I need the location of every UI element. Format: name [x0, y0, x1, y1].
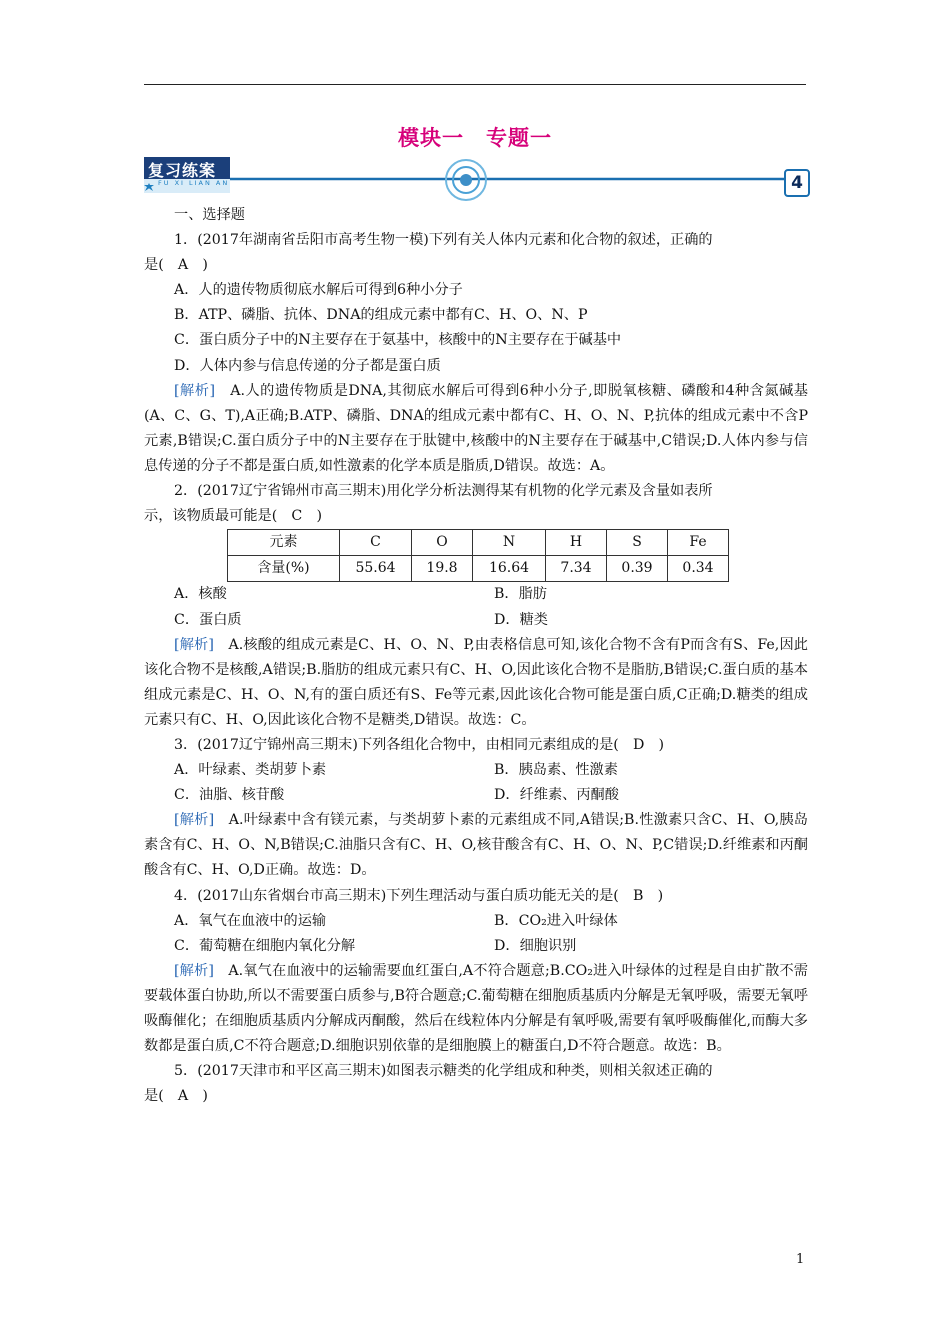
q3-option-d: D．纤维素、丙酮酸: [494, 787, 619, 804]
element-table: [227, 529, 729, 582]
q5-stem-answer: 是( A ): [144, 1088, 208, 1105]
table-cell: H: [546, 530, 607, 556]
q1-analysis-text: A.人的遗传物质是DNA,其彻底水解后可得到6种小分子,即脱氧核糖、磷酸和4种含氮碱基(A、C、G、T),A正确;B.ATP、磷脂、DNA的组成元素中都有C、H、O、N、P,抗体的组成元素中不含P元素,B错误;C.蛋白质分子中的N主要存在于肽键中,核酸中的N主要存在于碱基中,C错误;D.人体内参与信息传递的分子不都是蛋白质,如性激素的化学本质是脂质,D错误。故选：A。: [144, 382, 808, 474]
q4-option-b: B．CO₂进入叶绿体: [494, 912, 618, 929]
table-cell: 7.34: [546, 556, 607, 582]
table-cell: C: [340, 530, 412, 556]
q2-stem-answer: 示，该物质最可能是( C ): [144, 508, 322, 525]
table-cell: Fe: [668, 530, 729, 556]
q4-analysis-text: A.氧气在血液中的运输需要血红蛋白,A不符合题意;B.CO₂进入叶绿体的过程是自由扩散不需要载体蛋白协助,所以不需要蛋白质参与,B符合题意;C.葡萄糖在细胞质基质内分解是无氧呼吸，需要无氧呼吸酶催化；在细胞质基质内分解成丙酮酸，然后在线粒体内分解是有氧呼吸,需要有氧呼吸酶催化,而酶大多数都是蛋白质,C不符合题意;D.细胞识别依靠的是细胞膜上的糖蛋白,D不符合题意。故选：B。: [144, 962, 808, 1055]
analysis-tag: [解析]: [174, 382, 215, 399]
q4-stem: 4．(2017山东省烟台市高三期末)下列生理活动与蛋白质功能无关的是( B ): [174, 887, 664, 904]
q2-options-row2: [144, 608, 808, 633]
q1-option-c: C．蛋白质分子中的N主要存在于氨基中，核酸中的N主要存在于碱基中: [174, 332, 622, 349]
table-cell: 0.34: [668, 556, 729, 582]
q2-analysis: [144, 633, 808, 733]
q2-stem: 2．(2017辽宁省锦州市高三期末)用化学分析法测得某有机物的化学元素及含量如表所: [174, 483, 713, 500]
q1-option-b: B．ATP、磷脂、抗体、DNA的组成元素中都有C、H、O、N、P: [174, 307, 588, 324]
exercise-content: [144, 203, 808, 1109]
q4-options-row1: [144, 909, 808, 934]
header-rule: [144, 84, 806, 85]
banner-label: 复习练案: [148, 161, 217, 180]
q1-option-d: D．人体内参与信息传递的分子都是蛋白质: [174, 357, 441, 374]
q2-option-a: A．核酸: [174, 586, 227, 603]
banner-graphic: [144, 155, 810, 201]
q3-stem: 3．(2017辽宁锦州高三期末)下列各组化合物中，由相同元素组成的是( D ): [174, 736, 665, 753]
banner-number: 4: [784, 169, 810, 197]
table-row: [228, 556, 729, 582]
analysis-tag: [解析]: [174, 962, 214, 979]
q4-option-a: A．氧气在血液中的运输: [174, 912, 327, 929]
table-cell: S: [607, 530, 668, 556]
banner-pinyin: FU XI LIAN AN: [158, 179, 230, 187]
section-banner: [144, 155, 810, 201]
q2-option-b: B．脂肪: [494, 586, 547, 603]
table-cell: 55.64: [340, 556, 412, 582]
q1-stem: 1．(2017年湖南省岳阳市高考生物一模)下列有关人体内元素和化合物的叙述，正确的: [174, 232, 713, 249]
q3-option-c: C．油脂、核苷酸: [174, 787, 285, 804]
analysis-tag: [解析]: [174, 812, 215, 829]
q5-stem: 5．(2017天津市和平区高三期末)如图表示糖类的化学组成和种类，则相关叙述正确的: [174, 1063, 713, 1080]
q1-stem-answer: 是( A ): [144, 257, 208, 274]
q2-options-row1: [144, 582, 808, 607]
table-cell: 元素: [228, 530, 340, 556]
q3-option-b: B．胰岛素、性激素: [494, 762, 618, 779]
q4-options-row2: [144, 934, 808, 959]
q2-option-c: C．蛋白质: [174, 611, 242, 628]
section-heading: 一、选择题: [174, 207, 245, 223]
q3-analysis: [144, 808, 808, 883]
q4-option-d: D．细胞识别: [494, 937, 577, 954]
table-cell: 含量(%): [228, 556, 340, 582]
q2-option-d: D．糖类: [494, 611, 548, 628]
q1-option-a: A．人的遗传物质彻底水解后可得到6种小分子: [174, 282, 463, 299]
table-cell: 19.8: [412, 556, 473, 582]
q3-options-row2: [144, 783, 808, 808]
q2-analysis-text: A.核酸的组成元素是C、H、O、N、P,由表格信息可知,该化合物不含有P而含有S、Fe,因此该化合物不是核酸,A错误;B.脂肪的组成元素只有C、H、O,因此该化合物不是脂肪,B错误;C.蛋白质的基本组成元素是C、H、O、N,有的蛋白质还有S、Fe等元素,因此该化合物可能是蛋白质,C正确;D.糖类的组成元素只有C、H、O,因此该化合物不是糖类,D错误。故选：C。: [144, 636, 808, 728]
table-cell: O: [412, 530, 473, 556]
q4-option-c: C．葡萄糖在细胞内氧化分解: [174, 937, 356, 954]
analysis-tag: [解析]: [174, 636, 214, 653]
table-cell: N: [473, 530, 546, 556]
page-number: 1: [796, 1252, 805, 1267]
table-cell: 0.39: [607, 556, 668, 582]
q3-option-a: A．叶绿素、类胡萝卜素: [174, 762, 327, 779]
q1-analysis: [144, 379, 808, 479]
page-title: 模块一 专题一: [398, 126, 552, 150]
q4-analysis: [144, 959, 808, 1059]
table-cell: 16.64: [473, 556, 546, 582]
q3-options-row1: [144, 758, 808, 783]
q3-analysis-text: A.叶绿素中含有镁元素，与类胡萝卜素的元素组成不同,A错误;B.性激素只含C、H、O,胰岛素含有C、H、O、N,B错误;C.油脂只含有C、H、O,核苷酸含有C、H、O、N、P,C错误;D.纤维素和丙酮酸含有C、H、O,D正确。故选：D。: [144, 812, 808, 879]
table-row: [228, 530, 729, 556]
